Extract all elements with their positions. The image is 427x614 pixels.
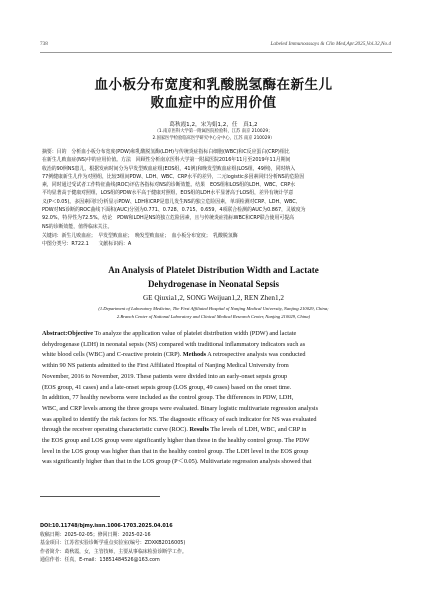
- doi: DOI:10.11748/bjmy.issn.1006-1703.2025.04.016: [40, 523, 173, 529]
- abstract-cn-line: 在新生儿败血症(NS)中的应用价值。方法 回顾性分析南京医科大学第一附属医院2016年11月至2019年11月期间: [42, 157, 291, 164]
- title-cn-line2: 败血症中的应用价值: [150, 95, 277, 111]
- authors-en: GE Qiuxia1,2, SONG Weijuan1,2, REN Zhen1,2: [142, 294, 285, 302]
- footnote-rule: [40, 496, 160, 497]
- abstract-cn-line: 摘要：目的 分析血小板分布宽度(PDW)和乳酸脱氢酶(LDH)与传统炎症指标白细胞(WBC)和C反应蛋白(CRP)相比: [42, 149, 290, 155]
- received-dates: 收稿日期：2025-02-05；修回日期：2025-02-16: [40, 531, 151, 538]
- title-en-line2: Dehydrogenase in Neonatal Sepsis: [147, 279, 280, 289]
- abstract-en-line: To analyze the application value of platelet distribution width (PDW) and lactate: [94, 330, 297, 337]
- correspondence: 通信作者：任真，E-mail：13851484526@163.com: [40, 557, 160, 563]
- abstract-en-line: In addition, 77 healthy newborns were included as the control group. The differences in PDW, LDH,: [42, 394, 294, 402]
- abstract-en-line: was applied to identify the risk factors for NS. The diagnostic efficacy of each indicator for NS was evaluated: [42, 415, 317, 423]
- abstract-cn-line: NS的诊断效能，值得临床关注。: [42, 223, 113, 230]
- abstract-en-line: within 90 NS patients admitted to the First Affiliated Hospital of Nanjing Medical University from: [42, 362, 289, 370]
- affiliation-en-2: 2.Branch Center of National Laboratory and Clinical Medical Research Center, Nanjing 210029, China): [116, 314, 311, 319]
- classification-cn: 中图分类号：R722.1 文献标识码：A: [42, 241, 132, 247]
- header-rule: [40, 52, 392, 53]
- affiliation-en-1: (1.Department of Laboratory Medicine, The First Affiliated Hospital of Nanjing Medical University, Nanjing 210029, China;: [98, 306, 329, 311]
- abstract-cn-line: 素，同时通过受试者工作特征曲线(ROC)评估各指标对NS的诊断效能。结果 EOS组和LOS组的LDH、WBC、CRP水: [42, 182, 296, 189]
- abstract-en-line: dehydrogenase (LDH) in neonatal sepsis (NS) compared with traditional inflammatory indicators such as: [42, 340, 306, 348]
- abstract-en-line: (EOS group, 41 cases) and a late-onset sepsis group (LOS group, 49 cases) based on the onset time.: [42, 383, 292, 391]
- keywords-cn: 关键词：新生儿败血症； 早发型败血症； 晚发型败血症； 血小板分布宽度； 乳酸脱氢酶: [42, 233, 238, 239]
- abstract-en-line: white blood cells (WBC) and C-reactive protein (CRP).: [42, 351, 182, 359]
- page-number: 738: [40, 41, 48, 47]
- journal-header: Labeled Immunoassays & Clin Med,Apr.2025,Vol.32,No.4: [270, 41, 391, 47]
- abstract-en-line: A retrospective analysis was conducted: [207, 351, 306, 359]
- abstract-cn-line: 义(P＜0.05)。多因素回归分析显示PDW、LDH和CRP是患儿发生NS的独立危险因素，单项检测对CRP、LDH、WBC、: [42, 198, 301, 205]
- abstract-en-line: November, 2016 to November, 2019. These patients were divided into an early-onset sepsis group: [42, 372, 288, 380]
- abstract-en-line: WBC, and CRP levels among the three groups were evaluated. Binary logistic multivariate regression analysis: [42, 404, 319, 412]
- abstract-cn-line: 收治的90例NS患儿，根据发病时间分为早发型败血症组(EOS组，41例)和晚发型败血症组(LOS组，49例)，同时纳入: [42, 165, 296, 172]
- abstract-en-line: was significantly higher than that in the LOS group (P＜0.05). Multivariate regression analysis showed that: [42, 458, 312, 466]
- results-label: Results: [189, 426, 209, 434]
- title-en-line1: An Analysis of Platelet Distribution Width and Lactate: [108, 265, 319, 275]
- footnote: [40, 522, 380, 565]
- affiliation-cn-2: 2.国家医学检验临床医学研究中心分中心，江苏 南京 210029）: [152, 136, 275, 141]
- abstract-label: Abstract:: [42, 330, 68, 337]
- abstract-en-line: the EOS group and LOS group were significantly higher than those in the healthy control group. The PDW: [42, 437, 310, 445]
- affiliation-cn-1: （1.南京医科大学第一附属医院检验科，江苏 南京 210029；: [154, 129, 273, 134]
- abstract-cn-line: 平均显著高于健康对照组，LOS组的PDW水平高于健康对照组，EOS组的LDH水平显著高于LOS组，差异有统计学意: [42, 190, 294, 197]
- abstract-cn-line: 92.0%，特异性为72.5%。结论 PDW和LDH是NS的独立危险因素，且与传统炎症指标WBC和CRP联合使用可提高: [42, 215, 295, 222]
- abstract-cn: [42, 148, 388, 231]
- authors-cn: 葛秋霞1,2，宋为娟1,2，任 真1,2: [169, 122, 258, 128]
- abstract-cn-line: 77例健康新生儿作为对照组，比较3组间PDW、LDH、WBC、CRP水平的差异，二元logistic多因素回归分析NS的危险因: [42, 173, 305, 180]
- abstract-en-line: The levels of LDH, WBC, and CRP in: [210, 426, 307, 434]
- abstract-en-line: level in the LOS group was higher than that in the healthy control group. The LDH level in the EOS group: [42, 447, 309, 455]
- abstract-en: [42, 329, 389, 468]
- author-bio: 作者简介：葛秋霞，女，主管技师，主要从事临床检验诊断学工作。: [40, 548, 187, 555]
- abstract-en-line: through the receiver operating characteristic curve (ROC).: [42, 426, 188, 434]
- abstract-cn-line: PDW对NS诊断的ROC曲线下面积(AUC)分别为0.771、0.728、0.715、0.659，4项联合检测的AUC为0.867，灵敏度为: [42, 207, 306, 214]
- objective-label: Objective: [67, 330, 94, 337]
- title-cn-line1: 血小板分布宽度和乳酸脱氢酶在新生儿: [94, 77, 333, 93]
- fund-info: 基金项目：江苏省实验诊断学重点实验室(编号：ZDXKB2016005): [40, 540, 186, 546]
- methods-label: Methods: [182, 351, 207, 359]
